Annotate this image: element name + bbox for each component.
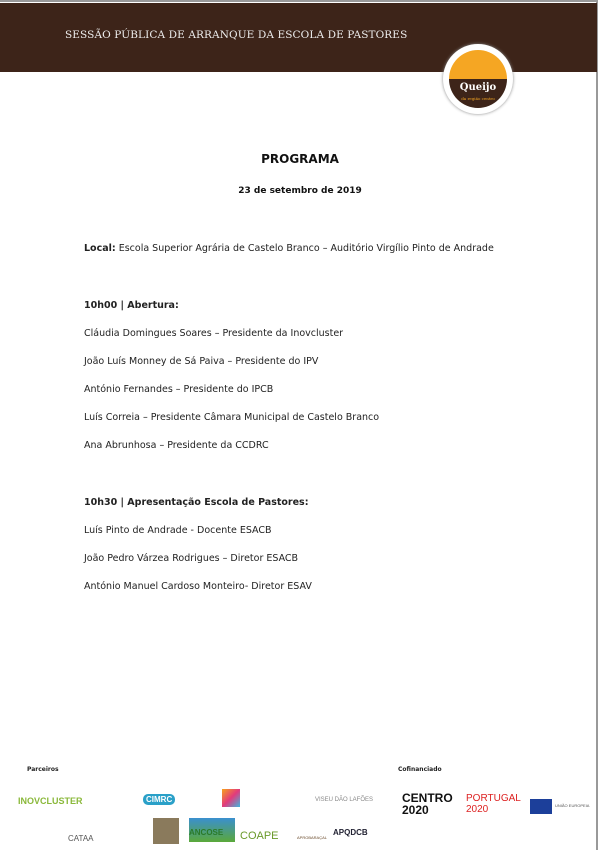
page-title: PROGRAMA <box>261 152 339 166</box>
speaker: António Manuel Cardoso Monteiro- Diretor ESAV <box>84 581 312 592</box>
event-date: 23 de setembro de 2019 <box>238 186 362 196</box>
section-heading: 10h00 | Abertura: <box>84 300 179 311</box>
speaker: Luís Pinto de Andrade - Docente ESACB <box>84 525 272 536</box>
partners-label: Parceiros <box>27 766 59 773</box>
speaker: Luís Correia – Presidente Câmara Municipal de Castelo Branco <box>84 412 380 423</box>
partner-logo-serra <box>153 818 179 844</box>
partner-logo: CIMRC <box>143 794 175 805</box>
partner-logo: CATAA <box>68 834 94 843</box>
speaker: Ana Abrunhosa – Presidente da CCDRC <box>84 440 269 451</box>
speaker: João Luís Monney de Sá Paiva – Presidente do IPV <box>84 356 319 367</box>
cofinance-logo: CENTRO 2020 <box>402 791 453 817</box>
partner-logo-beiras <box>222 789 240 807</box>
partner-logo: INOVCLUSTER <box>18 796 83 806</box>
header-title: SESSÃO PÚBLICA DE ARRANQUE DA ESCOLA DE PASTORES <box>65 29 408 41</box>
partner-logo: APROBARAÇAL <box>297 835 328 840</box>
partner-logo: ANCOSE <box>189 818 235 842</box>
eu-flag-icon <box>530 799 552 814</box>
partner-logo: APQDCB <box>333 828 368 837</box>
cofinance-label: Cofinanciado <box>398 766 442 773</box>
speaker: João Pedro Várzea Rodrigues – Diretor ESACB <box>84 553 299 564</box>
location: Local: Escola Superior Agrária de Castelo Branco – Auditório Virgílio Pinto de Andrade <box>84 243 494 254</box>
partner-logo: COAPE <box>240 830 279 842</box>
cofinance-logo: UNIÃO EUROPEIA <box>555 803 590 808</box>
section-heading: 10h30 | Apresentação Escola de Pastores: <box>84 497 309 508</box>
speaker: Cláudia Domingues Soares – Presidente da Inovcluster <box>84 328 344 339</box>
queijo-logo: Queijo da região centro <box>443 44 513 114</box>
speaker: António Fernandes – Presidente do IPCB <box>84 384 274 395</box>
partner-logo: VISEU DÃO LAFÕES <box>315 797 374 803</box>
cofinance-logo: PORTUGAL 2020 <box>466 793 521 815</box>
